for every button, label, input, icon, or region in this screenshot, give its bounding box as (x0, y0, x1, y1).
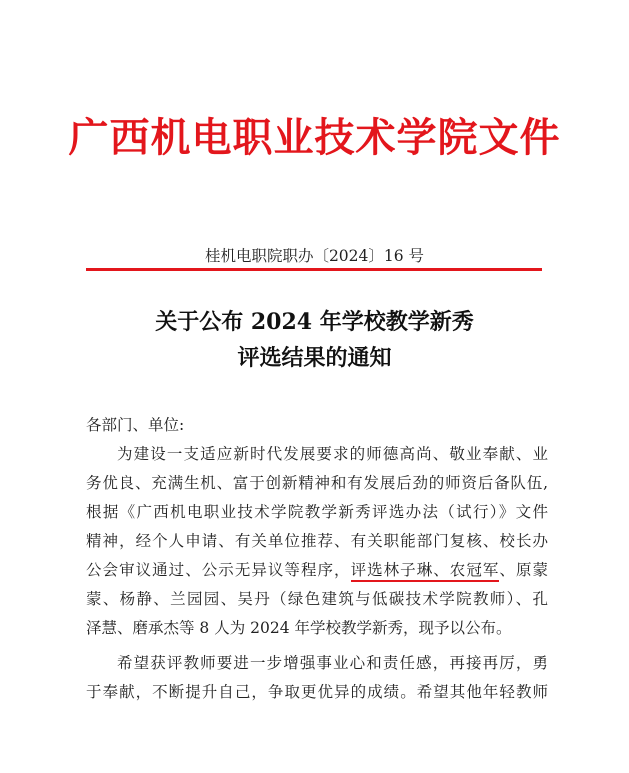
paragraph-1-line-6: 蒙、杨静、兰园园、吴丹（绿色建筑与低碳技术学院教师）、孔 (86, 590, 548, 608)
highlighted-names-underline: 评选林子琳、农冠军 (351, 561, 500, 582)
paragraph-1 (86, 440, 548, 643)
document-number: 桂机电职院职办〔2024〕16 号 (204, 247, 425, 265)
paragraph-1-line-7: 泽慧、磨承杰等 8 人为 2024 年学校教学新秀，现予以公布。 (86, 619, 512, 637)
paragraph-1-line-2: 务优良、充满生机、富于创新精神和有发展后劲的师资后备队伍, (86, 474, 548, 492)
paragraph-2-line-2: 于奉献，不断提升自己，争取更优异的成绩。希望其他年轻教师 (86, 683, 548, 701)
red-divider-line (86, 268, 542, 271)
paragraph-1-line-1: 为建设一支适应新时代发展要求的师德高尚、敬业奉献、业 (117, 445, 548, 463)
paragraph-1-line-4: 精神，经个人申请、有关单位推荐、有关职能部门复核、校长办 (86, 532, 548, 550)
paragraph-2-line-1: 希望获评教师要进一步增强事业心和责任感，再接再厉，勇 (117, 654, 548, 672)
line-5-prefix: 公会审议通过、公示无异议等程序， (86, 561, 351, 579)
notice-title-line-1: 关于公布 2024 年学校教学新秀 (155, 309, 474, 335)
notice-title (0, 304, 629, 376)
paragraph-1-line-3: 根据《广西机电职业技术学院教学新秀评选办法（试行）》文件 (86, 503, 548, 521)
salutation: 各部门、单位: (86, 416, 185, 434)
paragraph-1-line-5 (86, 556, 548, 585)
notice-body (86, 411, 548, 707)
notice-title-line-2: 评选结果的通知 (237, 345, 392, 371)
line-5-suffix: 、原蒙 (499, 561, 548, 579)
paragraph-2 (86, 649, 548, 707)
document-header-title: 广西机电职业技术学院文件 (68, 114, 561, 161)
